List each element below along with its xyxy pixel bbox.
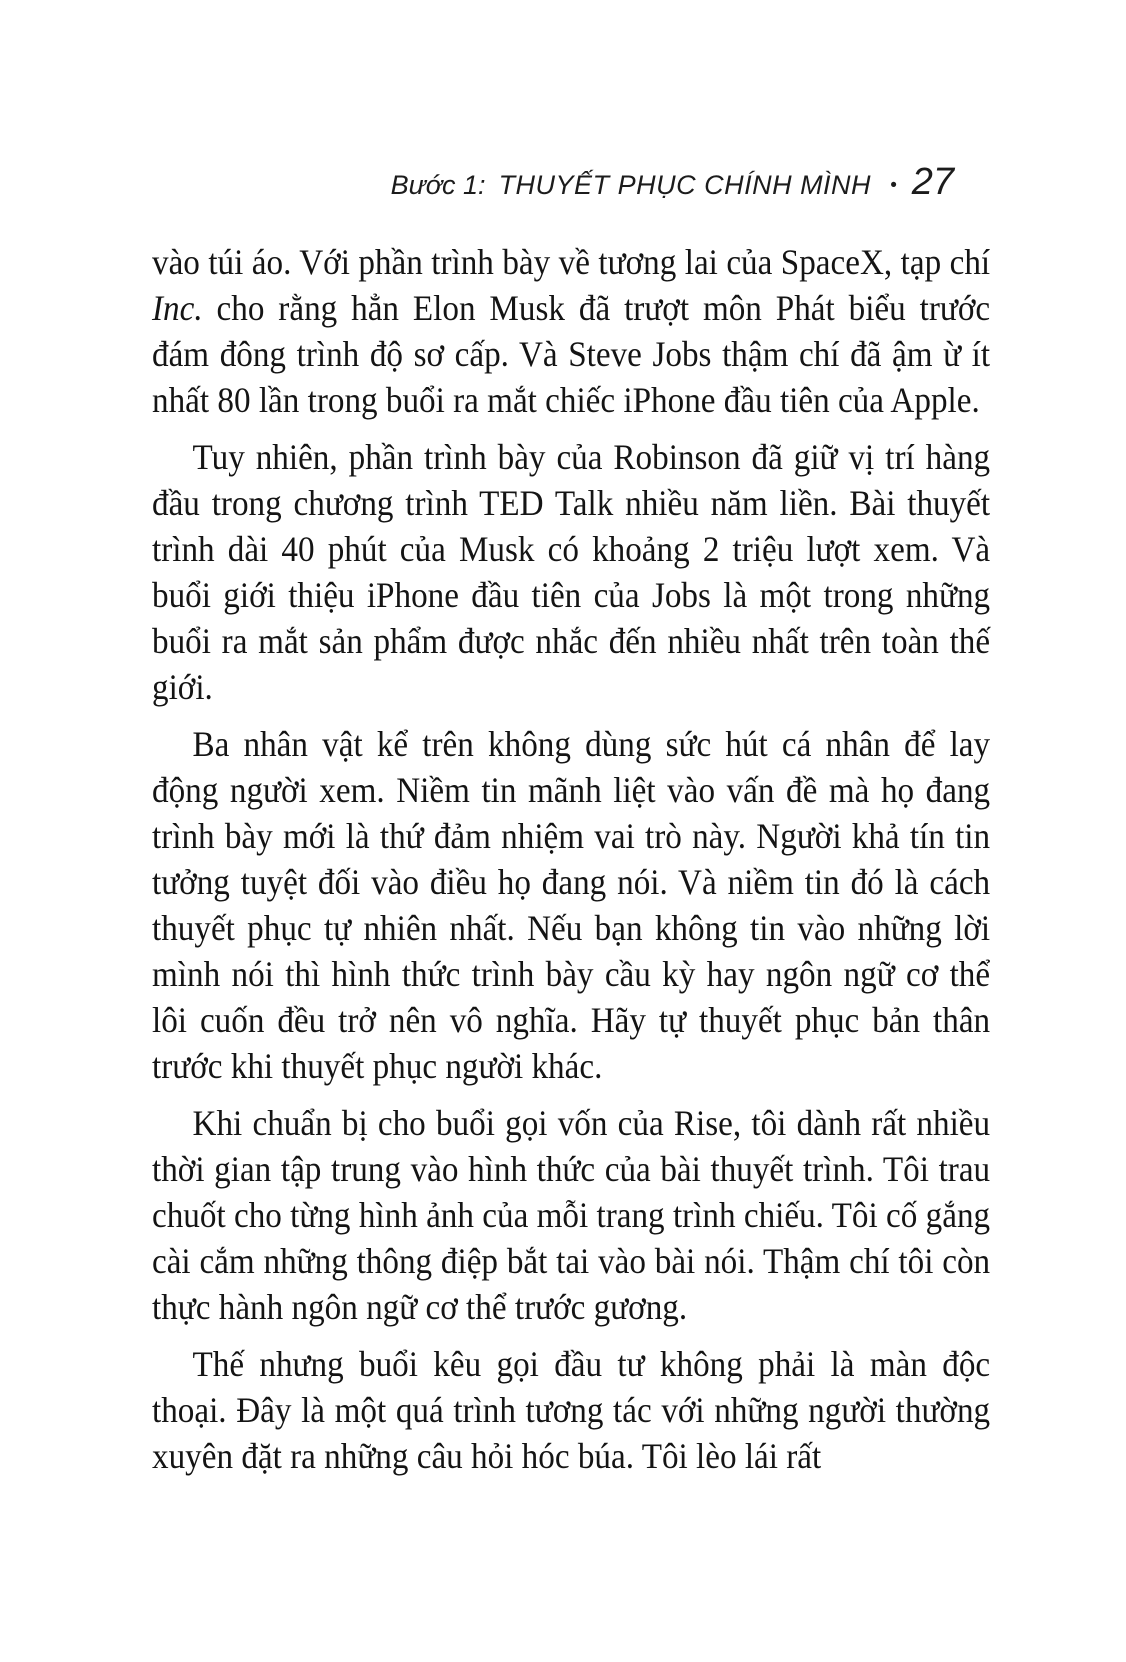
text-run: Ba nhân vật kể trên không dùng sức hút cá nhân để lay động người xem. Niềm tin mãnh liệt vào vấn đề mà họ đang trình bày mới là thứ đảm nhiệm vai trò này. Người khả tín tin tưởng tuyệt đối vào điều họ đang nói. Và niềm tin đó là cách thuyết phục tự nhiên nhất. Nếu bạn không tin vào những lời mình nói thì hình thức trình bày cầu kỳ hay ngôn ngữ cơ thể lôi cuốn đều trở nên vô nghĩa. Hãy tự thuyết phục bản thân trước khi thuyết phục người khác. xyxy=(152,724,991,1086)
chapter-label: Bước 1: xyxy=(390,170,486,200)
chapter-title: THUYẾT PHỤC CHÍNH MÌNH xyxy=(498,170,872,200)
text-run: Tuy nhiên, phần trình bày của Robinson đã giữ vị trí hàng đầu trong chương trình TED Talk nhiều năm liền. Bài thuyết trình dài 40 phút của Musk có khoảng 2 triệu lượt xem. Và buổi giới thiệu iPhone đầu tiên của Jobs là một trong những buổi ra mắt sản phẩm được nhắc đến nhiều nhất trên toàn thế giới. xyxy=(152,437,991,707)
running-header xyxy=(100,163,954,201)
text-run: vào túi áo. Với phần trình bày về tương lai của SpaceX, tạp chí xyxy=(152,242,991,282)
paragraph xyxy=(152,239,990,423)
text-run: Thế nhưng buổi kêu gọi đầu tư không phải là màn độc thoại. Đây là một quá trình tương tác với những người thường xuyên đặt ra những câu hỏi hóc búa. Tôi lèo lái rất xyxy=(152,1344,991,1476)
header-separator-dot: • xyxy=(890,175,897,196)
page-number: 27 xyxy=(911,161,954,203)
italic-text-run: Inc. xyxy=(152,288,203,328)
text-run: Khi chuẩn bị cho buổi gọi vốn của Rise, tôi dành rất nhiều thời gian tập trung vào hình thức của bài thuyết trình. Tôi trau chuốt cho từng hình ảnh của mỗi trang trình chiếu. Tôi cố gắng cài cắm những thông điệp bắt tai vào bài nói. Thậm chí tôi còn thực hành ngôn ngữ cơ thể trước gương. xyxy=(152,1103,991,1327)
paragraph xyxy=(152,434,990,710)
paragraph xyxy=(152,721,990,1089)
paragraph xyxy=(152,1341,990,1479)
paragraph xyxy=(152,1100,990,1330)
text-run: cho rằng hẳn Elon Musk đã trượt môn Phát biểu trước đám đông trình độ sơ cấp. Và Steve Jobs thậm chí đã ậm ừ ít nhất 80 lần trong buổi ra mắt chiếc iPhone đầu tiên của Apple. xyxy=(152,288,991,420)
body-text xyxy=(152,239,990,1479)
